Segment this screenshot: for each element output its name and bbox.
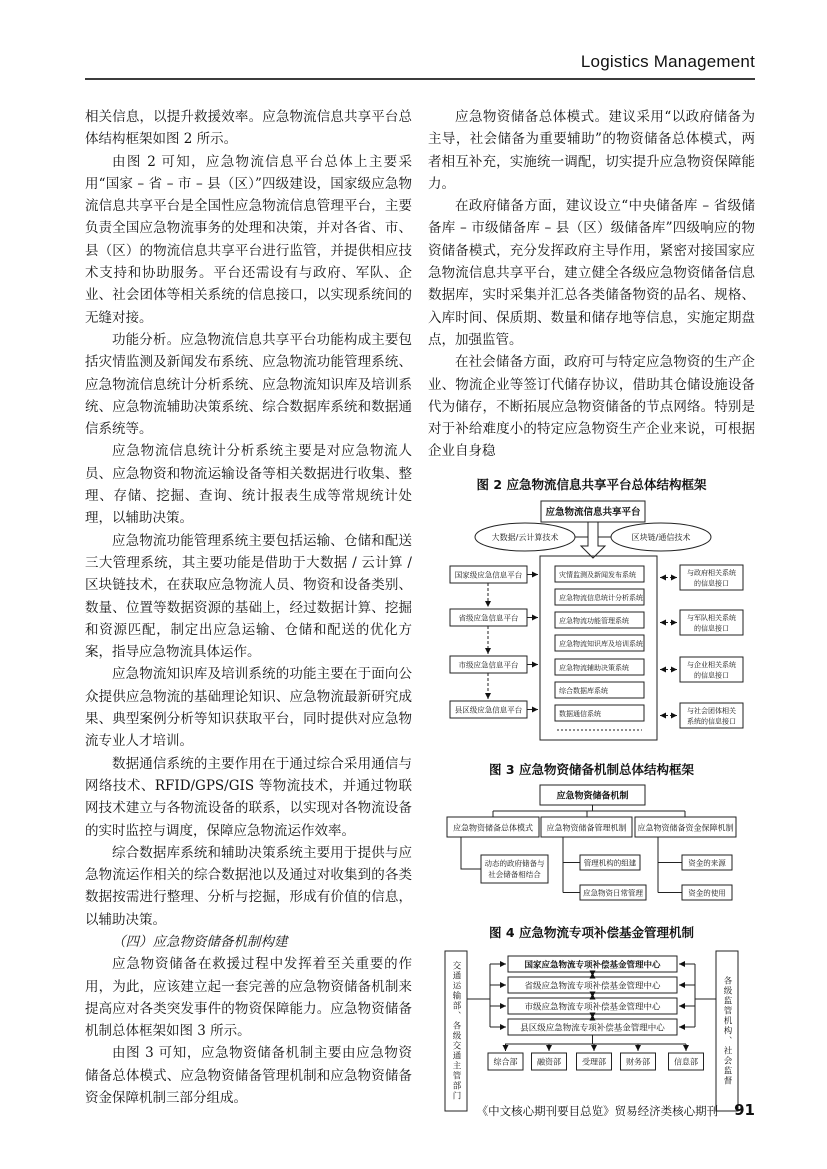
interface-box-label: 的信息接口: [694, 671, 729, 680]
right-column: [428, 106, 755, 1121]
supervision-label: 各级监管机构、社会监督: [722, 975, 732, 1086]
fund-center-label: 市级应急物流专项补偿基金管理中心: [524, 1002, 661, 1013]
paragraph: 由图 2 可知，应急物流信息平台总体上主要采用“国家 – 省 – 市 – 县（区）”四级建设，国家级应急物流信息共享平台是全国性应急物流信息管理平台，主要负责全国应急物流事务的处理和决策，并对各省、市、县（区）的物流信息共享平台进行监管，并提供相应技术支持和协助服务。平台还需设有与政府、军队、企业、社会团体等相关系统的信息接口，以实现系统间的无缝对接。: [85, 153, 412, 326]
fund-center-label: 省级应急物流专项补偿基金管理中心: [524, 981, 661, 992]
platform-level-label: 市级应急信息平台: [458, 660, 519, 670]
system-box-label: 应急物流信息统计分析系统: [559, 593, 643, 602]
department-label: 综合部: [493, 1057, 518, 1067]
fund-sub-label: 资金的使用: [688, 888, 726, 898]
figure3-caption: 图 3 应急物资储备机制总体结构框架: [489, 761, 694, 777]
journal-core-note: 《中文核心期刊要目总览》贸易经济类核心期刊: [476, 1104, 719, 1118]
bigdata-cloud-label: 大数据/云计算技术: [491, 532, 559, 542]
system-box-label: 应急物流功能管理系统: [559, 616, 629, 625]
section-subheading: （四）应急物资储备机制构建: [112, 933, 288, 950]
figure3-diagram: [428, 783, 755, 913]
paragraph: 应急物资储备在救援过程中发挥着至关重要的作用，为此，应该建立起一套完善的应急物资储备机制来提高应对各类突发事件的物资保障能力。应急物资储备机制总体框架如图 3 所示。: [85, 956, 412, 1040]
department-label: 信息部: [674, 1057, 698, 1067]
reserve-child-label: 应急物资储备资金保障机制: [637, 823, 734, 833]
system-box-label: 应急物流知识库及培训系统: [559, 639, 643, 648]
running-head: Logistics Management: [580, 52, 755, 71]
system-box-label: 数据通信系统: [559, 709, 601, 718]
paragraph: 应急物资储备总体模式。建议采用“以政府储备为主导，社会储备为重要辅助”的物资储备总体模式，两者相互补充，实施统一调配，切实提升应急物资保障能力。: [428, 109, 755, 192]
two-column-body: [85, 106, 755, 1121]
reserve-root-label: 应急物资储备机制: [556, 791, 629, 802]
blockchain-comm-label: 区块链/通信技术: [631, 532, 691, 542]
interface-box-label: 系统的信息接口: [687, 717, 736, 726]
platform-level-label: 县区级应急信息平台: [454, 705, 523, 715]
fund-center-label: 县区级应急物流专项补偿基金管理中心: [520, 1023, 665, 1034]
system-box-label: 灾情监测及新闻发布系统: [559, 570, 636, 579]
page-number: 91: [734, 1101, 755, 1119]
paragraph: 功能分析。应急物流信息共享平台功能构成主要包括灾情监测及新闻发布系统、应急物流功能管理系统、应急物流信息统计分析系统、应急物流知识库及培训系统、应急物流辅助决策系统、综合数据库系统和数据通信系统等。: [85, 331, 412, 438]
figure2-caption: 图 2 应急物流信息共享平台总体结构框架: [476, 476, 707, 492]
platform-level-label: 省级应急信息平台: [458, 613, 519, 623]
figure4-diagram: [428, 946, 755, 1121]
header-rule: [85, 78, 755, 80]
department-label: 财务部: [626, 1057, 650, 1067]
paragraph: 应急物流知识库及培训系统的功能主要在于面向公众提供应急物流的基础理论知识、应急物流最新研究成果、典型案例分析等知识获取平台，同时提供对应急物流专业人才培训。: [85, 666, 412, 750]
left-column: [85, 106, 412, 1121]
platform-top-label: 应急物流信息共享平台: [545, 506, 641, 518]
fund-sub-label: 资金的来源: [688, 858, 726, 868]
interface-box-label: 与政府相关系统: [687, 568, 736, 577]
figure2-diagram: [428, 498, 755, 750]
big-down-arrow: [581, 522, 605, 558]
interface-box-label: 与企业相关系统: [687, 660, 736, 669]
system-box-label: 应急物流辅助决策系统: [559, 663, 629, 672]
fund-center-label: 国家应急物流专项补偿基金管理中心: [524, 960, 661, 971]
figure4-caption: 图 4 应急物流专项补偿基金管理机制: [489, 924, 694, 940]
reserve-child-label: 应急物资储备总体模式: [453, 823, 533, 833]
page-footer: [477, 1101, 755, 1119]
paragraph: 在政府储备方面，建议设立“中央储备库 – 省级储备库 – 市级储备库 – 县（区）级储备库”四级响应的物资储备模式，充分发挥政府主导作用，紧密对接国家应急物流信息共享平台，建立健全各级应急物资储备信息数据库，实时采集并汇总各类储备物资的品名、规格、入库时间、保质期、数量和储存地等信息，实施定期盘点，加强监管。: [428, 198, 755, 348]
interface-box-label: 与社会团体相关: [687, 706, 736, 715]
mode-sub-label: 动态的政府储备与: [484, 858, 545, 868]
department-label: 受理部: [582, 1057, 606, 1067]
paragraph: 应急物流信息统计分析系统主要是对应急物流人员、应急物资和物流运输设备等相关数据进行收集、整理、存储、挖掘、查询、统计报表生成等常规统计处理，以辅助决策。: [85, 443, 412, 527]
platform-level-label: 国家级应急信息平台: [454, 570, 523, 580]
mode-sub-label: 社会储备相结合: [488, 869, 541, 879]
paragraph: 在社会储备方面，政府可与特定应急物资的生产企业、物流企业等签订代储存协议，借助其仓储设施设备代为储存，不断拓展应急物资储备的节点网络。特别是对于补给难度小的特定应急物资生产企业来说，可根据企业自身稳: [428, 354, 755, 460]
mgmt-sub-label: 管理机构的组建: [583, 858, 637, 868]
paragraph: 相关信息，以提升救援效率。应急物流信息共享平台总体结构框架如图 2 所示。: [85, 109, 412, 148]
reserve-child-label: 应急物资储备管理机制: [546, 823, 627, 833]
page-header: [85, 0, 755, 80]
department-label: 融资部: [537, 1057, 561, 1067]
paragraph: 综合数据库系统和辅助决策系统主要用于提供与应急物流运作相关的综合数据池以及通过对收集到的各类数据按需进行整理、分析与挖掘，形成有价值的信息，以辅助决策。: [85, 844, 412, 928]
paragraph: 数据通信系统的主要作用在于通过综合采用通信与网络技术、RFID/GPS/GIS 等物流技术，并通过物联网技术建立与各物流设备的联系，以实现对各物流设备的实时监控与调度，保障应急物流运作效率。: [85, 755, 412, 839]
interface-box-label: 与军队相关系统: [687, 613, 736, 622]
paragraph: 由图 3 可知，应急物资储备机制主要由应急物资储备总体模式、应急物资储备管理机制和应急物资储备资金保障机制三部分组成。: [85, 1045, 412, 1107]
interface-box-label: 的信息接口: [694, 579, 729, 588]
mgmt-sub-label: 应急物资日常管理: [583, 888, 643, 898]
interface-box-label: 的信息接口: [694, 624, 729, 633]
system-box-label: 综合数据库系统: [559, 686, 608, 695]
transport-authority-label: 交通运输部、各级交通主管部门: [451, 960, 461, 1101]
paragraph: 应急物流功能管理系统主要包括运输、仓储和配送三大管理系统，其主要功能是借助于大数据 / 云计算 / 区块链技术，在获取应急物流人员、物资和设备类别、数量、位置等数据资源的基础上，经过数据计算、挖掘和资源匹配，制定出应急运输、仓储和配送的优化方案，指导应急物流具体运作。: [85, 532, 412, 661]
